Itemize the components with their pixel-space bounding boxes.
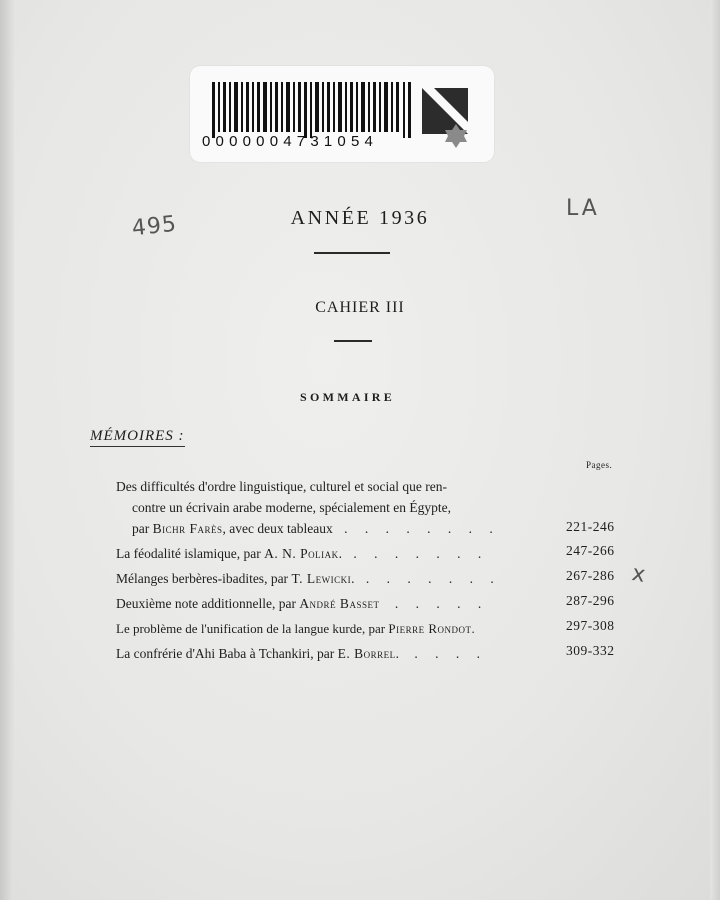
handwritten-note-right: LA [566,196,600,221]
toc-entry-text: par [132,521,153,536]
toc-entry-text: . [471,621,475,636]
toc-leader-dots: . . . . . [394,596,489,611]
toc-entry-pages: 309-332 [566,643,615,658]
section-heading-memoires: MÉMOIRES : [90,428,185,447]
toc-entry-author: Bichr Farès [152,521,223,536]
toc-entry [116,546,488,562]
library-logo-icon [416,84,474,150]
toc-entry-author: E. Borrel [337,646,396,661]
toc-entry-pages: 221-246 [566,519,615,534]
toc-entry [116,646,487,662]
divider-rule [334,340,372,342]
toc-entry-text: . [338,546,342,561]
library-barcode-label [190,66,494,162]
toc-entry-author: A. N. Poliak [264,546,339,561]
toc-entry [116,571,501,587]
barcode-icon [212,82,412,138]
toc-leader-dots: . . . . . . . [365,571,501,586]
toc-entry-text: . [395,646,400,661]
toc-entry-text: . [351,571,355,586]
year-title: ANNÉE 1936 [290,207,430,229]
cahier-title: CAHIER III [315,299,405,316]
toc-entry-pages: 247-266 [566,543,615,558]
toc-entry-line: Des difficultés d'ordre linguistique, culturel et social que ren- [116,479,447,494]
toc-entry-text: Le problème de l'unification de la langue kurde, par [116,621,389,636]
toc-entry-pages: 267-286 [566,568,615,583]
page-edge-left [0,0,14,900]
toc-entry-line [132,521,500,537]
toc-entry [116,621,475,637]
page-edge-right [710,0,720,900]
toc-entry-text: La confrérie d'Ahi Baba à Tchankiri, par [116,646,338,661]
toc-entry-line: contre un écrivain arabe moderne, spécialement en Égypte, [132,500,451,515]
toc-entry-pages: 287-296 [566,593,615,608]
handwritten-note-left: 495 [130,211,179,242]
toc-entry-text: , avec deux tableaux [222,521,333,536]
toc-entry [116,596,488,612]
sommaire-heading: SOMMAIRE [300,390,396,404]
toc-leader-dots: . . . . . . . [353,546,489,561]
handwritten-mark: x [629,561,648,588]
pages-column-label: Pages. [586,460,613,470]
toc-entry-text: Deuxième note additionnelle, par [116,596,300,611]
toc-leader-dots: . . . . . . . . [344,521,500,536]
toc-entry-text: La féodalité islamique, par [116,546,265,561]
toc-entry-author: Pierre Rondot [388,621,472,636]
divider-rule [314,252,390,254]
toc-entry-author: André Basset [299,596,380,611]
toc-leader-dots: . . . . [414,646,488,661]
toc-entry-text: Mélanges berbères-ibadites, par [116,571,292,586]
toc-entry-pages: 297-308 [566,618,615,633]
toc-entry-author: T. Lewicki [291,571,352,586]
barcode-number: 0000004731054 [202,133,379,150]
